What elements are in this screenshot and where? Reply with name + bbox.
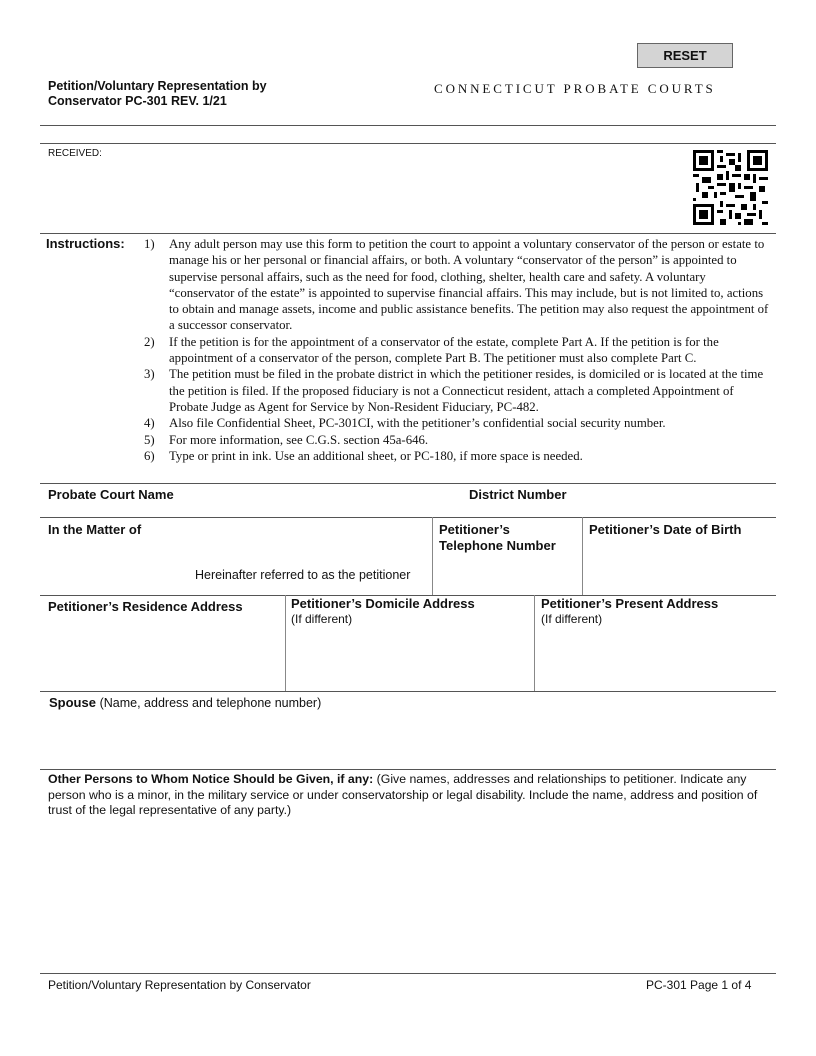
divider: [40, 483, 776, 484]
divider: [534, 595, 535, 691]
instruction-item: 6) Type or print in ink. Use an additional sheet, or PC-180, if more space is needed.: [144, 448, 583, 463]
divider: [40, 233, 776, 234]
petitioner-dob-field[interactable]: Petitioner’s Date of Birth: [589, 522, 742, 537]
divider: [40, 691, 776, 692]
instruction-item: 3) The petition must be filed in the probate district in which the petitioner resides, is domiciled or is located at the time the petition is filed. If the proposed fiduciary is not a Connecticut resident, attach a completed Appointment of Probate Judge as Agent for Service by Non-Resident Fiduciary, PC-482.: [144, 367, 764, 414]
instruction-item: 4) Also file Confidential Sheet, PC-301CI, with the petitioner’s confidential social security number.: [144, 416, 666, 431]
form-title: Petition/Voluntary Representation by Conservator PC-301 REV. 1/21: [48, 79, 267, 108]
court-header: CONNECTICUT PROBATE COURTS: [434, 81, 716, 96]
divider: [432, 517, 433, 595]
footer-form-title: Petition/Voluntary Representation by Conservator: [48, 978, 311, 992]
instructions-label: Instructions:: [46, 236, 125, 251]
instruction-item: 1) Any adult person may use this form to petition the court to appoint a voluntary conservator of the person or estate to manage his or her personal or financial affairs, or both. A voluntary “conservator of the person” is appointed to supervise personal affairs, such as the need for food, clothing, shelter, health care and safety. A voluntary “conservator of the estate” is appointed to supervise financial affairs. This may include, but is not limited to, actions to obtain and manage assets, income and public assistance benefits. The petition may also request the appointment of a successor conservator.: [144, 237, 769, 333]
district-number-field[interactable]: District Number: [469, 487, 567, 502]
other-persons-field[interactable]: Other Persons to Whom Notice Should be Given, if any: (Give names, addresses and relationships to petitioner. Indicate any person who is a minor, in the military service or under conservatorship or legal disability. Include the name, address and position of trust of the legal representative of any party.): [48, 772, 758, 817]
divider: [40, 517, 776, 518]
spouse-field[interactable]: Spouse (Name, address and telephone number): [49, 695, 322, 710]
divider: [40, 769, 776, 770]
petitioner-telephone-field[interactable]: Petitioner’s Telephone Number: [439, 522, 556, 553]
present-address-field[interactable]: Petitioner’s Present Address: [541, 596, 719, 611]
present-if-different: (If different): [541, 612, 603, 626]
instruction-item: 5) For more information, see C.G.S. section 45a-646.: [144, 432, 429, 447]
divider: [40, 973, 776, 974]
residence-address-field[interactable]: Petitioner’s Residence Address: [48, 599, 243, 614]
domicile-if-different: (If different): [291, 612, 353, 626]
footer-page-number: PC-301 Page 1 of 4: [646, 978, 752, 992]
domicile-address-field[interactable]: Petitioner’s Domicile Address: [291, 596, 475, 611]
received-label: RECEIVED:: [48, 148, 102, 159]
instructions-list: [144, 236, 774, 464]
hereinafter-note: Hereinafter referred to as the petitioner: [195, 568, 411, 582]
divider: [40, 143, 776, 144]
instruction-item: 2) If the petition is for the appointment of a conservator of the estate, complete Part A. If the petition is for the appointment of a conservator of the person, complete Part B. The petitioner must also complete Part C.: [144, 334, 719, 366]
qr-code-icon: [693, 150, 768, 225]
in-the-matter-of-field[interactable]: In the Matter of: [48, 522, 142, 537]
divider: [285, 595, 286, 691]
divider: [582, 517, 583, 595]
divider: [40, 125, 776, 126]
probate-court-name-field[interactable]: Probate Court Name: [48, 487, 174, 502]
reset-button[interactable]: RESET: [637, 43, 733, 68]
